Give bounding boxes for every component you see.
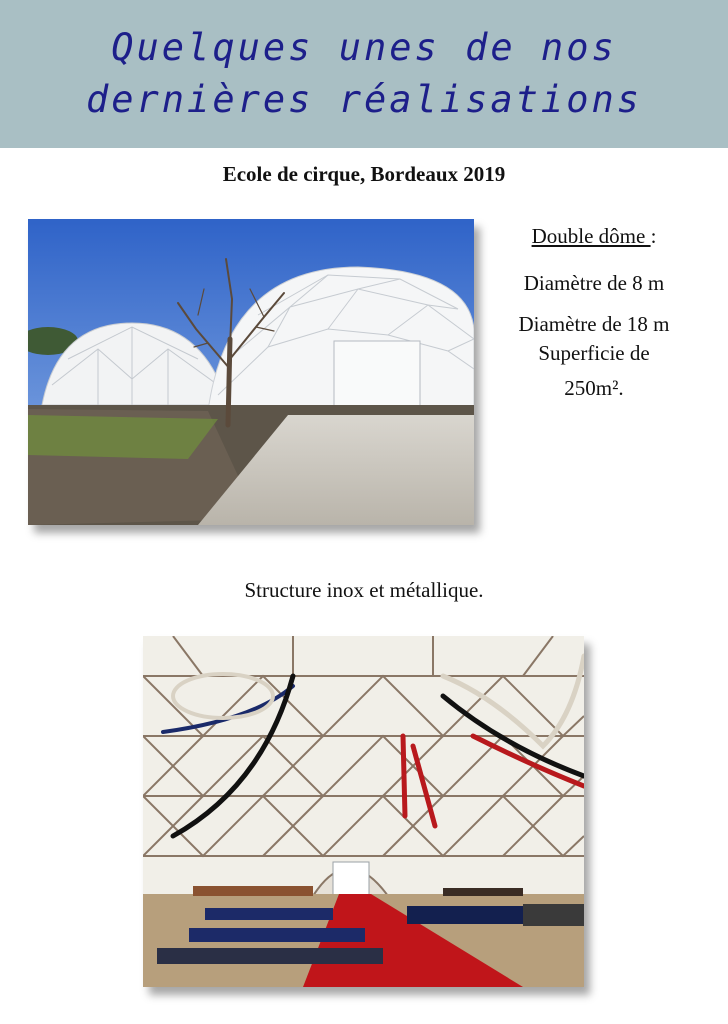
header-banner — [0, 0, 728, 148]
dome-interior-photo — [143, 636, 584, 987]
spec-surface-label: Superficie de — [538, 341, 650, 365]
structure-caption: Structure inox et métallique. — [244, 578, 484, 602]
specs-heading-colon: : — [650, 224, 657, 248]
spec-diameter-small: Diamètre de 8 m — [523, 271, 665, 295]
specs-heading — [484, 226, 704, 247]
dome-exterior-photo — [28, 219, 474, 525]
spec-diameter-large: Diamètre de 18 m — [518, 312, 670, 336]
specs-heading-label: Double dôme — [531, 224, 651, 248]
spec-surface-value: 250m². — [564, 376, 624, 400]
header-title-line-2: dernières réalisations — [85, 78, 643, 121]
project-title: Ecole de cirque, Bordeaux 2019 — [222, 162, 506, 186]
specs-panel — [484, 222, 704, 399]
header-title-line-1: Quelques unes de nos — [111, 26, 617, 69]
